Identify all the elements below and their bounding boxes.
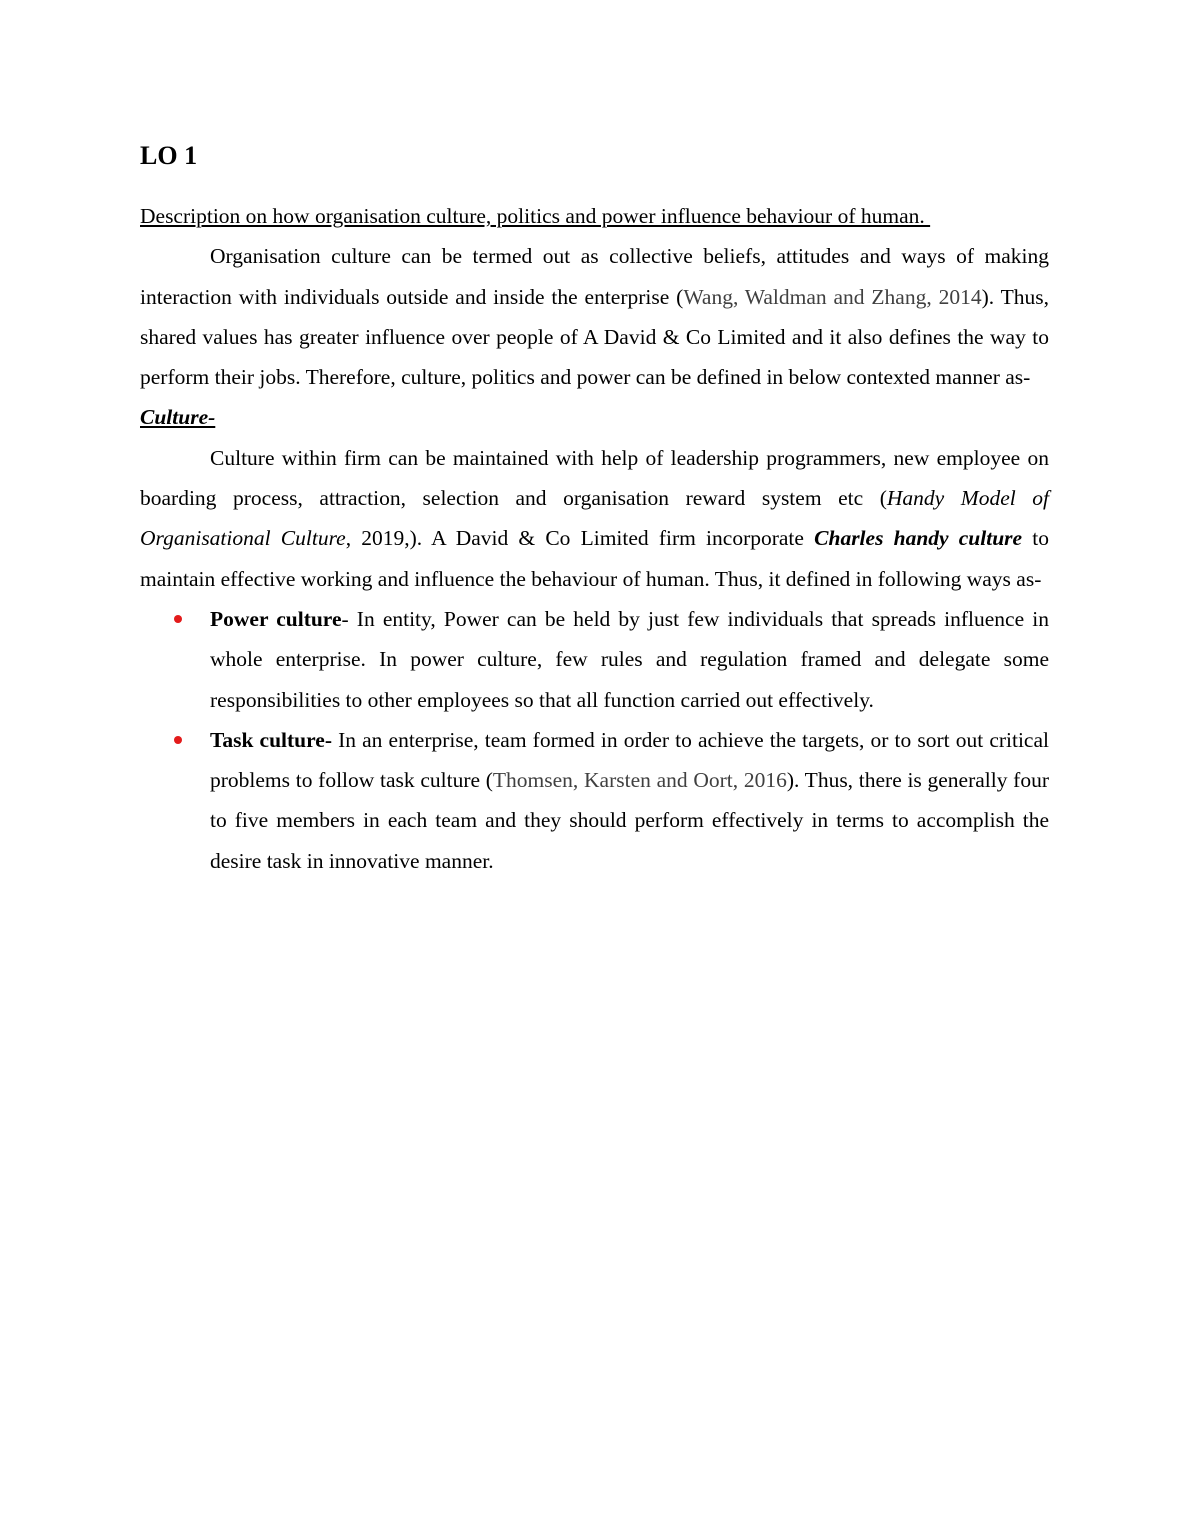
document-page [140, 138, 1049, 881]
bullet-text-2: ). Thus, there is generally four to five members in each team and they should perform effectively in terms to accomplish the desire task in innovative manner. [210, 768, 1050, 873]
culture-title-line [140, 397, 1049, 437]
intro-citation: Wang, Waldman and Zhang, 2014 [683, 284, 982, 309]
bullet-text-1: In an enterprise, team formed in order to achieve the targets, or to sort out critical problems to follow task culture ( [210, 727, 1049, 793]
culture-text-1: Culture within firm can be maintained with help of leadership programmers, new employee on boarding process, attraction, selection and organisation reward system etc ( [140, 445, 1049, 511]
culture-paragraph [140, 438, 1049, 599]
culture-types-list [140, 599, 1049, 881]
culture-text-2: , 2019,). A David & Co Limited firm incorporate [345, 526, 815, 551]
bullet-citation: Thomsen, Karsten and Oort, 2016 [492, 768, 787, 793]
page-heading: LO 1 [140, 141, 198, 170]
list-item-task-culture [210, 720, 1049, 881]
bullet-text-1: - In entity, Power can be held by just few individuals that spreads influence in whole enterprise. In power culture, few rules and regulation framed and delegate some responsibilities to other employees so that all function carried out effectively. [210, 606, 1049, 712]
culture-emphasis: Charles handy culture [814, 526, 1023, 551]
bullet-dot-icon [174, 615, 182, 623]
intro-text-1: Organisation culture can be termed out as collective beliefs, attitudes and ways of making interaction with individuals outside and inside the enterprise ( [140, 244, 1049, 309]
bullet-dot-icon [174, 736, 182, 744]
culture-text-3: to maintain effective working and influence the behaviour of human. Thus, it defined in following ways as- [140, 526, 1049, 591]
list-item-power-culture [210, 599, 1049, 720]
intro-text-2: ). Thus, shared values has greater influence over people of A David & Co Limited and it also defines the way to perform their jobs. Therefore, culture, politics and power can be defined in below contexted manner as- [140, 284, 1049, 390]
culture-citation: Handy Model of Organisational Culture [140, 486, 1050, 551]
intro-paragraph [140, 236, 1049, 397]
section-subheading: Description on how organisation culture, politics and power influence behaviour of human. [140, 204, 931, 228]
bullet-term: Task culture- [210, 727, 332, 752]
bullet-term: Power culture [210, 606, 342, 631]
culture-section-title: Culture- [140, 405, 216, 430]
